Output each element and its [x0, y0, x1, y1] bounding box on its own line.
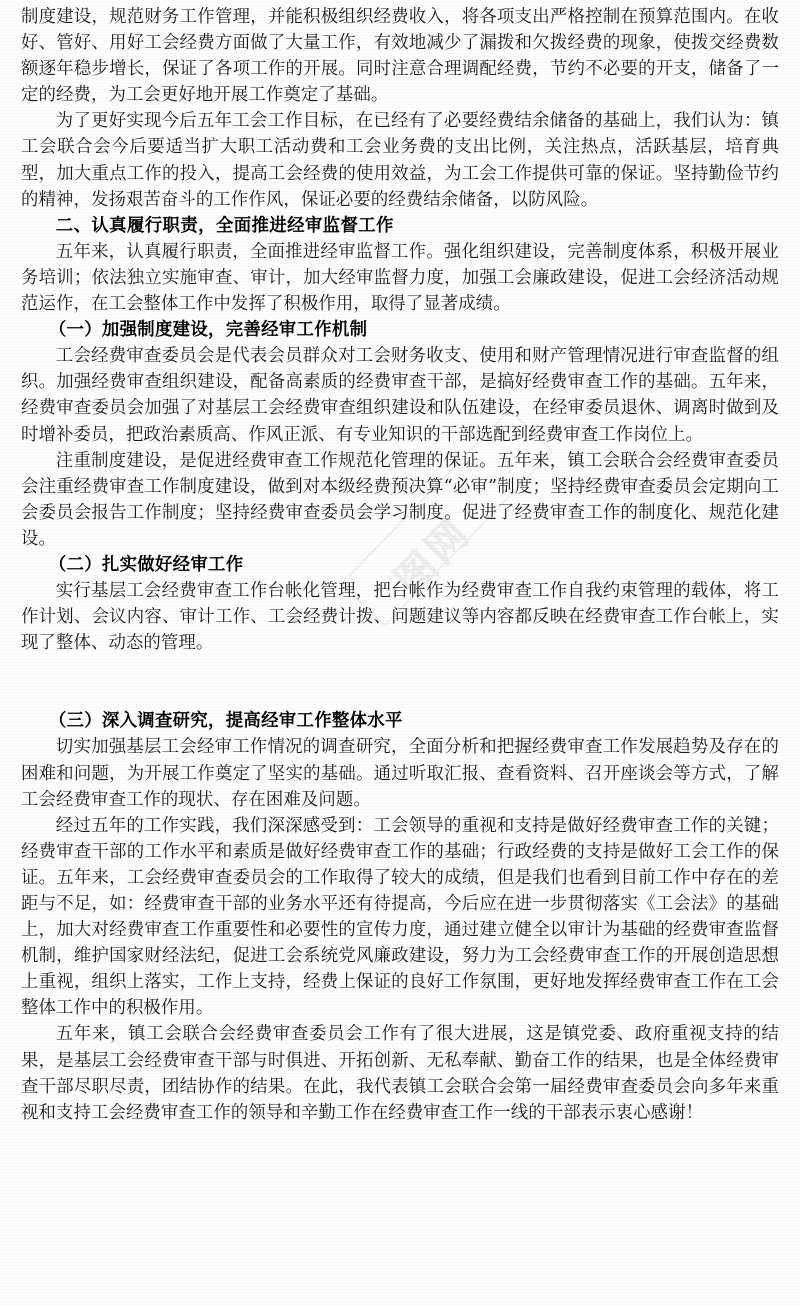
subsection-heading-one: （一）加强制度建设，完善经审工作机制 — [48, 320, 368, 341]
paragraph-opening: 制度建设，规范财务工作管理，并能积极组织经费收入，将各项支出严格控制在预算范围内。在收好、管好、用好工会经费方面做了大量工作，有效地减少了漏拨和欠拨经费的现象，使拨交经费数额逐年稳步增长，保证了各项工作的开展。同时注意合理调配经费，节约不必要的开支，储备了一定的经费，为工会更好地开展工作奠定了基础。 — [21, 7, 779, 106]
subsection-heading-two: （二）扎实做好经审工作 — [48, 554, 244, 575]
paragraph-section-two-intro: 五年来，认真履行职责，全面推进经审监督工作。强化组织建设，完善制度体系，积极开展业务培训；依法独立实施审查、审计，加大经审监督力度，加强工会廉政建设，促进工会经济活动规范运作，在工会整体工作中发挥了积极作用，取得了显著成绩。 — [21, 241, 779, 315]
paragraph-closing-thanks: 五年来，镇工会联合会经费审查委员会工作有了很大进展，这是镇党委、政府重视支持的结果，是基层工会经费审查干部与时俱进、开拓创新、无私奉献、勤奋工作的结果，也是全体经费审查干部尽职尽责，团结协作的结果。在此，我代表镇工会联合会第一届经费审查委员会向多年来重视和支持工会经费审查工作的领导和辛勤工作在经费审查工作一线的干部表示衷心感谢！ — [21, 1024, 779, 1123]
paragraph-five-year-practice: 经过五年的工作实践，我们深深感受到：工会领导的重视和支持是做好经费审查工作的关键；经费审查干部的工作水平和素质是做好经费审查工作的基础；行政经费的支持是做好工会工作的保证。五年来，工会经费审查委员会的工作取得了较大的成绩，但是我们也看到目前工作中存在的差距与不足，如：经费审查干部的业务水平还有待提高，今后应在进一步贯彻落实《工会法》的基础上，加大对经费审查工作重要性和必要性的宣传力度，通过建立健全以审计为基础的经费审查监督机制，维护国家财经法纪，促进工会系统党风廉政建设，努力为工会经费审查工作的开展创造思想上重视，组织上落实，工作上支持，经费上保证的良好工作氛围，更好地发挥经费审查工作在工会整体工作中的积极作用。 — [21, 815, 779, 1019]
paragraph-future-goals: 为了更好实现今后五年工会工作目标，在已经有了必要经费结余储备的基础上，我们认为：镇工会联合会今后要适当扩大职工活动费和工会业务费的支出比例，关注热点，活跃基层，培育典型，加大重点工作的投入，提高工会经费的使用效益，为工会工作提供可靠的保证。坚持勤俭节约的精神，发扬艰苦奋斗的工作作风，保证必要的经费结余储备，以防风险。 — [21, 111, 779, 210]
paragraph-committee-organization: 工会经费审查委员会是代表会员群众对工会财务收支、使用和财产管理情况进行审查监督的组织。加强经费审查组织建设，配备高素质的经费审查干部，是搞好经费审查工作的基础。五年来，经费审查委员会加强了对基层工会经费审查组织建设和队伍建设，在经审委员退休、调离时做到及时增补委员，把政治素质高、作风正派、有专业知识的干部选配到经费审查工作岗位上。 — [21, 346, 779, 445]
section-spacer — [21, 656, 779, 708]
section-heading-two: 二、认真履行职责，全面推进经审监督工作 — [55, 215, 394, 236]
subsection-heading-three: （三）深入调查研究，提高经审工作整体水平 — [48, 711, 403, 732]
paragraph-system-construction: 注重制度建设，是促进经费审查工作规范化管理的保证。五年来，镇工会联合会经费审查委员会注重经费审查工作制度建设，做到对本级经费预决算“必审”制度；坚持经费审查委员会定期向工会委员会报告工作制度；坚持经费审查委员会学习制度。促进了经费审查工作的制度化、规范化建设。 — [21, 450, 779, 549]
paragraph-investigation-research: 切实加强基层工会经审工作情况的调查研究，全面分析和把握经费审查工作发展趋势及存在的困难和问题，为开展工作奠定了坚实的基础。通过听取汇报、查看资料、召开座谈会等方式，了解工会经费审查工作的现状、存在困难及问题。 — [21, 737, 779, 810]
watermark-text: 图网 — [386, 508, 481, 605]
paragraph-ledger-management: 实行基层工会经费审查工作台帐化管理，把台帐作为经费审查工作自我约束管理的载体，将工作计划、会议内容、审计工作、工会经费计拨、问题建议等内容都反映在经费审查工作台帐上，实现了整体、动态的管理。 — [21, 581, 779, 654]
